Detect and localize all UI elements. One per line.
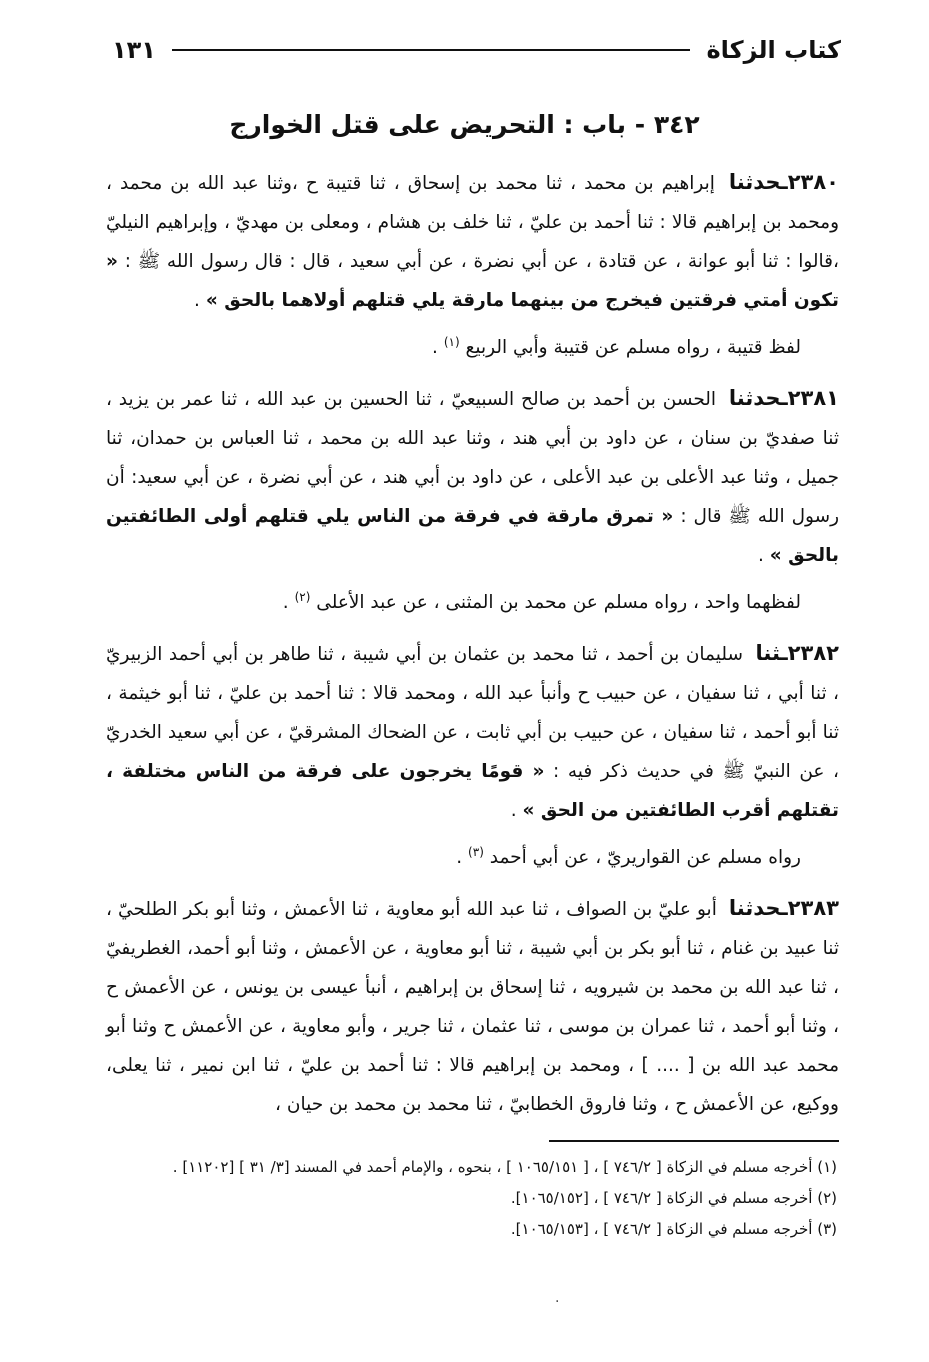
isnad-text: سليمان بن أحمد ، ثنا محمد بن عثمان بن أبي شيبة ، ثنا طاهر بن أبي أحمد الزبيريّ ، ثنا أبي ، ثنا سفيان ، عن حبيب ح وأنبأ عبد الله ، ومحمد قالا : ثنا أحمد بن عليّ ، ثنا أبو خيثمة ، ثنا أبو أحمد ، ثنا سفيان ، عن حبيب بن أبي ثابت ، عن الضحاك المشرقيّ ، عن أبي سعيد الخدريّ ، عن النبيّ ﷺ في حديث ذكر فيه : xyxy=(106,644,840,782)
isnad-marker: ـثنا xyxy=(755,641,788,665)
hadith-2382 xyxy=(106,634,839,830)
source-note xyxy=(106,328,839,367)
hadith-number: ٢٣٨٢ xyxy=(787,641,839,665)
source-note-end: . xyxy=(432,337,438,358)
hadith-2383 xyxy=(106,889,839,1124)
source-note xyxy=(106,583,839,622)
source-note-text: لفظ قتيبة ، رواه مسلم عن قتيبة وأبي الربيع xyxy=(465,337,801,358)
isnad-marker: ـحدثنا xyxy=(728,896,788,920)
isnad-text: الحسن بن أحمد بن صالح السبيعيّ ، ثنا الحسين بن عبد الله ، ثنا عمر بن يزيد ، ثنا صفديّ بن سنان ، عن داود بن أبي هند ، وثنا عبد الله بن محمد ، ثنا العباس بن حمدان، ثنا جميل ، وثنا عبد الأعلى بن عبد الأعلى ، عن داود بن أبي هند ، عن أبي نضرة ، عن أبي سعيد: أن رسول الله ﷺ قال : xyxy=(106,389,840,527)
footnote-separator xyxy=(549,1140,839,1142)
footnote-1: (١) أخرجه مسلم في الزكاة [ ٧٤٦/٢ ] ، [ ١٠٦٥/١٥١ ] ، بنحوه ، والإمام أحمد في المسند [٣/ ٣١ ] [١١٢٠٢] . xyxy=(172,1158,837,1176)
matn-text: « قومًا يخرجون على فرقة من الناس مختلفة ، تقتلهم أقرب الطائفتين من الحق » xyxy=(106,761,839,821)
source-note xyxy=(106,838,839,877)
running-head xyxy=(112,30,841,70)
matn-text: « تمرق مارقة في فرقة من الناس يلي قتلهم أولى الطائفتين بالحق » xyxy=(106,506,839,566)
main-text xyxy=(106,163,839,1124)
running-title: كتاب الزكاة xyxy=(706,36,841,64)
hadith-number: ٢٣٨١ xyxy=(787,386,839,410)
hadith-end: . xyxy=(757,545,764,566)
footnotes xyxy=(100,1153,837,1246)
source-note-end: . xyxy=(456,847,463,868)
matn-text: « تكون أمتي فرقتين فيخرج من بينهما مارقة يلي قتلهم أولاهما بالحق » xyxy=(106,251,839,311)
isnad-text: إبراهيم بن محمد ، ثنا محمد بن إسحاق ، ثنا قتيبة ح ،وثنا عبد الله بن محمد ، ومحمد بن إبراهيم قالا : ثنا أحمد بن عليّ ، ثنا خلف بن هشام ، ومعلى بن مهديّ ، وإبراهيم النيليّ ،قالوا : ثنا أبو عوانة ، عن قتادة ، عن أبي نضرة ، عن أبي سعيد ، قال : قال رسول الله ﷺ : xyxy=(106,173,839,272)
source-note-end: . xyxy=(282,592,289,613)
footnote-ref[interactable]: (٢) xyxy=(294,589,311,604)
header-rule xyxy=(172,49,691,51)
footnote-2: (٢) أخرجه مسلم في الزكاة [ ٧٤٦/٢ ] ، [١٠٦٥/١٥٢]. xyxy=(510,1189,837,1207)
chapter-heading: ٣٤٢ - باب : التحريض على قتل الخوارج xyxy=(229,110,700,139)
hadith-2381 xyxy=(106,379,839,575)
stray-mark: . xyxy=(555,1290,560,1306)
hadith-2380 xyxy=(106,163,839,320)
hadith-number: ٢٣٨٣ xyxy=(787,896,839,920)
footnote-3: (٣) أخرجه مسلم في الزكاة [ ٧٤٦/٢ ] ، [١٠٦٥/١٥٣]. xyxy=(510,1220,837,1238)
isnad-marker: ـحدثنا xyxy=(728,386,788,410)
hadith-end: . xyxy=(194,290,200,311)
page-number: ١٣١ xyxy=(112,36,156,64)
isnad-text: أبو عليّ بن الصواف ، ثنا عبد الله أبو معاوية ، ثنا الأعمش ، وثنا أبو بكر الطلحيّ ، ثنا عبيد بن غنام ، ثنا أبو بكر بن أبي شيبة ، ثنا أبو معاوية ، عن الأعمش ، وثنا أبو أحمد، الغطريفيّ ، ثنا عبد الله بن محمد بن شيرويه ، ثنا إسحاق بن إبراهيم ، أنبأ عيسى بن يونس ، عن الأعمش ح ، وثنا أبو أحمد ، ثنا عمران بن موسى ، ثنا عثمان ، ثنا جرير ، وأبو معاوية ، عن الأعمش ح وثنا أبو محمد عبد الله بن [ .... ] ، ومحمد بن إبراهيم قالا : ثنا أحمد بن عليّ ، ثنا ابن نمير ، ثنا يعلى، ووكيع، عن الأعمش ح ، وثنا فاروق الخطابيّ ، ثنا محمد بن محمد بن حيان ، xyxy=(106,899,839,1115)
source-note-text: رواه مسلم عن القواريريّ ، عن أبي أحمد xyxy=(489,847,801,868)
source-note-text: لفظهما واحد ، رواه مسلم عن محمد بن المثنى ، عن عبد الأعلى xyxy=(316,592,801,613)
isnad-marker: ـحدثنا xyxy=(728,170,788,194)
hadith-end: . xyxy=(510,800,517,821)
hadith-number: ٢٣٨٠ xyxy=(787,170,839,194)
footnote-ref[interactable]: (١) xyxy=(443,334,460,349)
footnote-ref[interactable]: (٣) xyxy=(468,844,484,859)
